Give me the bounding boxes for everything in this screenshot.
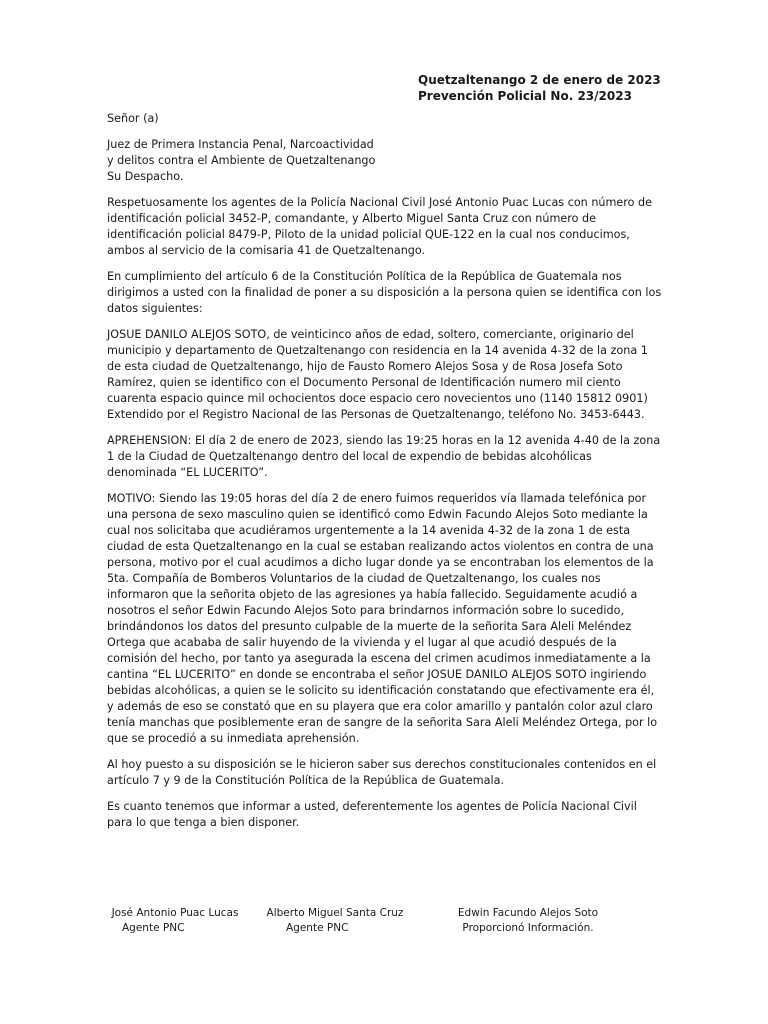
reference-number: Prevención Policial No. 23/2023 <box>418 89 632 103</box>
paragraph-motive: MOTIVO: Siendo las 19:05 horas del día 2 de enero fuimos requeridos vía llamada telefónica por una persona de sexo masculino quien se identificó como Edwin Facundo Alejos Soto mediante la cual nos solicitaba que acudiéramos urgentemente a la 14 avenida 4-32 de la zona 1 de esta ciudad de esta Quetzaltenango en la cual se estaban realizando actos violentos en contra de una persona, motivo por el cual acudimos a dicho lugar donde ya se encontraban los elementos de la 5ta. Compañía de Bomberos Voluntarios de la ciudad de Quetzaltenango, los cuales nos informaron que la señorita objeto de las agresiones ya había fallecido. Seguidamente acudió a nosotros el señor Edwin Facundo Alejos Soto para brindarnos información sobre lo sucedido, brindándonos los datos del presunto culpable de la muerte de la señorita Sara Aleli Meléndez Ortega que acababa de salir huyendo de la vivienda y el lugar al que acudió después de la comisión del hecho, por tanto ya asegurada la escena del crimen acudimos inmediatamente a la cantina “EL LUCERITO” en donde se encontraba el señor JOSUE DANILO ALEJOS SOTO ingiriendo bebidas alcohólicas, a quien se le solicito su identificación constatando que efectivamente era él, y además de eso se constató que en su playera que era color amarillo y pantalón color azul claro tenía manchas que posiblemente eran de sangre de la señorita Sara Aleli Meléndez Ortega, por lo que se procedió a su inmediata aprehensión. <box>107 492 658 745</box>
addressee-block <box>107 137 663 185</box>
salutation: Señor (a) <box>107 112 159 125</box>
signature-role: Agente PNC <box>122 922 185 934</box>
signature-block-2 <box>258 906 412 936</box>
paragraph-closing: Es cuanto tenemos que informar a usted, deferentemente los agentes de Policía Nacional Civil para lo que tenga a bien disponer. <box>107 800 637 829</box>
signature-block-1 <box>104 906 246 936</box>
document-body <box>107 111 663 841</box>
paragraph-apprehension: APREHENSION: El día 2 de enero de 2023, siendo las 19:25 horas en la 12 avenida 4-40 de la zona 1 de la Ciudad de Quetzaltenango dentro del local de expendio de bebidas alcohólicas denominada “EL LUCERITO”. <box>107 434 661 479</box>
signature-name: Edwin Facundo Alejos Soto <box>457 907 599 919</box>
paragraph-rights: Al hoy puesto a su disposición se le hicieron saber sus derechos constitucionales contenidos en el artículo 7 y 9 de la Constitución Política de la República de Guatemala. <box>107 758 657 787</box>
paragraph-compliance: En cumplimiento del artículo 6 de la Constitución Política de la República de Guatemala nos dirigimos a usted con la finalidad de poner a su disposición a la persona quien se identifica con los datos siguientes: <box>107 270 662 315</box>
paragraph-intro: Respetuosamente los agentes de la Policía Nacional Civil José Antonio Puac Lucas con número de identificación policial 3452-P, comandante, y Alberto Miguel Santa Cruz con número de identificación policial 8479-P, Piloto de la unidad policial QUE-122 en la cual nos conducimos, ambos al servicio de la comisaria 41 de Quetzaltenango. <box>107 196 653 257</box>
signature-block-3 <box>446 906 610 936</box>
document-header <box>418 72 738 104</box>
paragraph-person-details: JOSUE DANILO ALEJOS SOTO, de veinticinco años de edad, soltero, comerciante, originario del municipio y departamento de Quetzaltenango con residencia en la 14 avenida 4-32 de la zona 1 de esta ciudad de Quetzaltenango, hijo de Fausto Romero Alejos Sosa y de Rosa Josefa Soto Ramírez, quien se identifico con el Documento Personal de Identificación numero mil ciento cuarenta espacio quince mil ochocientos doce espacio cero novecientos uno (1140 15812 0901) Extendido por el Registro Nacional de las Personas de Quetzaltenango, teléfono No. 3453-6443. <box>107 328 648 421</box>
signature-role: Agente PNC <box>286 922 349 934</box>
signature-name: Alberto Miguel Santa Cruz <box>266 907 404 919</box>
signature-name: José Antonio Puac Lucas <box>111 907 239 919</box>
addressee-line-2: y delitos contra el Ambiente de Quetzaltenango <box>107 154 376 167</box>
place-date: Quetzaltenango 2 de enero de 2023 <box>418 73 661 87</box>
signature-role: Proporcionó Información. <box>462 922 594 934</box>
addressee-line-3: Su Despacho. <box>107 170 184 183</box>
addressee-line-1: Juez de Primera Instancia Penal, Narcoactividad <box>107 138 374 151</box>
